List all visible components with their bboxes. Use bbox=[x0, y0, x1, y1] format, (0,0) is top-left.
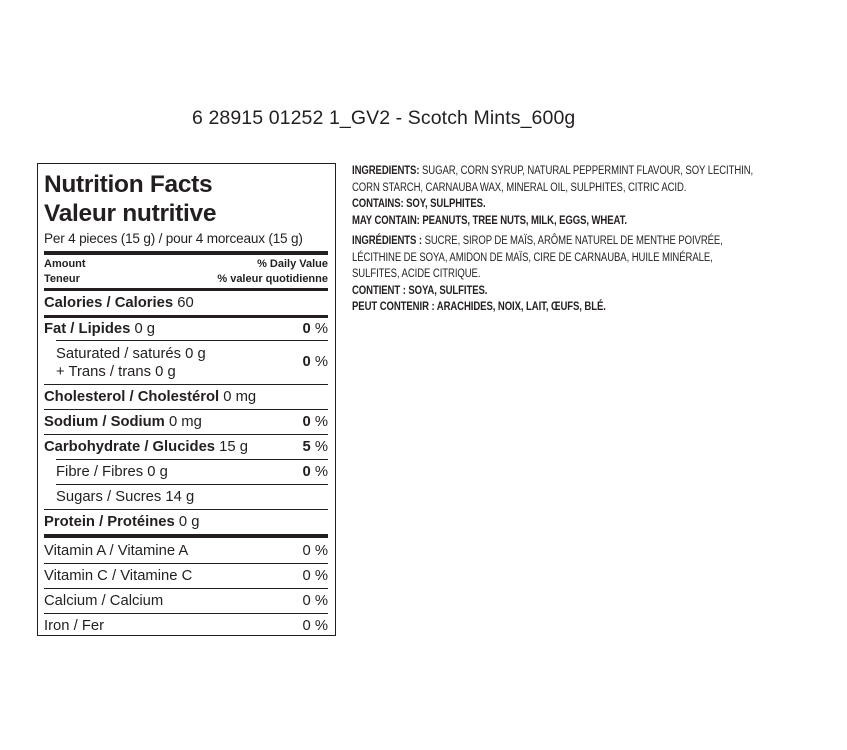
nutrition-title-fr: Valeur nutritive bbox=[44, 200, 217, 227]
calcium-label: Calcium / Calcium bbox=[44, 593, 164, 609]
divider bbox=[44, 409, 328, 410]
nutrition-facts-panel bbox=[37, 163, 336, 636]
protein-value: 0 g bbox=[178, 514, 200, 530]
iron-label: Iron / Fer bbox=[44, 618, 105, 634]
ingredients-en-label: INGREDIENTS: bbox=[352, 165, 420, 177]
divider bbox=[44, 384, 328, 385]
amount-label-en: Amount bbox=[44, 258, 86, 270]
fat-label: Fat / Lipides bbox=[44, 321, 131, 337]
calcium-dv: 0 % bbox=[302, 593, 328, 609]
nutrition-title-en: Nutrition Facts bbox=[44, 171, 213, 198]
divider bbox=[44, 288, 328, 291]
ingredients-en-line1 bbox=[352, 163, 754, 180]
divider bbox=[44, 509, 328, 510]
contains-fr: CONTIENT : SOYA, SULFITES. bbox=[352, 284, 488, 297]
divider bbox=[44, 315, 328, 318]
ingredients-fr-line2: LÉCITHINE DE SOYA, AMIDON DE MAÏS, CIRE DE CARNAUBA, HUILE MINÉRALE, bbox=[352, 251, 713, 264]
sugars-label: Sugars / Sucres 14 g bbox=[56, 489, 195, 505]
divider bbox=[44, 534, 328, 538]
protein-label: Protein / Protéines bbox=[44, 514, 175, 530]
carbohydrate-dv: 5 bbox=[302, 439, 311, 455]
may-contain-en: MAY CONTAIN: PEANUTS, TREE NUTS, MILK, EGGS, WHEAT. bbox=[352, 214, 627, 227]
calories-label: Calories / Calories bbox=[44, 295, 174, 311]
fibre-dv-unit: % bbox=[314, 464, 328, 480]
file-title: 6 28915 01252 1_GV2 - Scotch Mints_600g bbox=[192, 107, 576, 129]
sodium-value: 0 mg bbox=[168, 414, 202, 430]
saturated-label: Saturated / saturés 0 g bbox=[56, 346, 206, 362]
vitamin-c-dv: 0 % bbox=[302, 568, 328, 584]
contains-en: CONTAINS: SOY, SULPHITES. bbox=[352, 198, 486, 210]
sodium-dv: 0 bbox=[302, 414, 311, 430]
fat-value: 0 g bbox=[134, 321, 156, 337]
amount-label-fr: Teneur bbox=[44, 273, 80, 285]
divider bbox=[56, 340, 328, 341]
daily-value-label-fr: % valeur quotidienne bbox=[217, 273, 328, 285]
daily-value-label-en: % Daily Value bbox=[257, 258, 328, 270]
ingredients-en-line2: CORN STARCH, CARNAUBA WAX, MINERAL OIL, SULPHITES, CITRIC ACID. bbox=[352, 181, 687, 194]
vitamin-c-label: Vitamin C / Vitamine C bbox=[44, 568, 193, 584]
trans-label: + Trans / trans 0 g bbox=[56, 364, 176, 380]
divider bbox=[44, 563, 328, 564]
cholesterol-label: Cholesterol / Cholestérol bbox=[44, 389, 220, 405]
ingredients-fr-label: INGRÉDIENTS : bbox=[352, 235, 422, 247]
carbohydrate-value: 15 g bbox=[219, 439, 248, 455]
divider bbox=[44, 434, 328, 435]
serving-size: Per 4 pieces (15 g) / pour 4 morceaux (15 g) bbox=[44, 231, 303, 246]
ingredients-fr-text1: SUCRE, SIROP DE MAÏS, ARÔME NATUREL DE MENTHE POIVRÉE, bbox=[424, 235, 723, 247]
divider bbox=[44, 251, 328, 255]
fat-dv: 0 bbox=[302, 321, 311, 337]
saturated-dv: 0 bbox=[302, 354, 311, 370]
fibre-dv: 0 bbox=[302, 464, 311, 480]
fibre-label: Fibre / Fibres 0 g bbox=[56, 464, 168, 480]
carbohydrate-dv-unit: % bbox=[314, 439, 328, 455]
ingredients-en-text1: SUGAR, CORN SYRUP, NATURAL PEPPERMINT FLAVOUR, SOY LECITHIN, bbox=[422, 165, 754, 177]
divider bbox=[56, 484, 328, 485]
divider bbox=[44, 588, 328, 589]
cholesterol-value: 0 mg bbox=[223, 389, 257, 405]
carbohydrate-label: Carbohydrate / Glucides bbox=[44, 439, 216, 455]
divider bbox=[44, 613, 328, 614]
sodium-label: Sodium / Sodium bbox=[44, 414, 165, 430]
iron-dv: 0 % bbox=[302, 618, 328, 634]
saturated-dv-unit: % bbox=[314, 354, 328, 370]
ingredients-fr-line1 bbox=[352, 233, 750, 250]
fat-dv-unit: % bbox=[314, 321, 328, 337]
divider bbox=[56, 459, 328, 460]
vitamin-a-label: Vitamin A / Vitamine A bbox=[44, 543, 189, 559]
ingredients-fr-line3: SULFITES, ACIDE CITRIQUE. bbox=[352, 268, 481, 280]
calories-value: 60 bbox=[177, 295, 194, 311]
vitamin-a-dv: 0 % bbox=[302, 543, 328, 559]
ingredients-block bbox=[352, 163, 754, 316]
may-contain-fr: PEUT CONTENIR : ARACHIDES, NOIX, LAIT, ŒUFS, BLÉ. bbox=[352, 301, 606, 313]
sodium-dv-unit: % bbox=[314, 414, 328, 430]
